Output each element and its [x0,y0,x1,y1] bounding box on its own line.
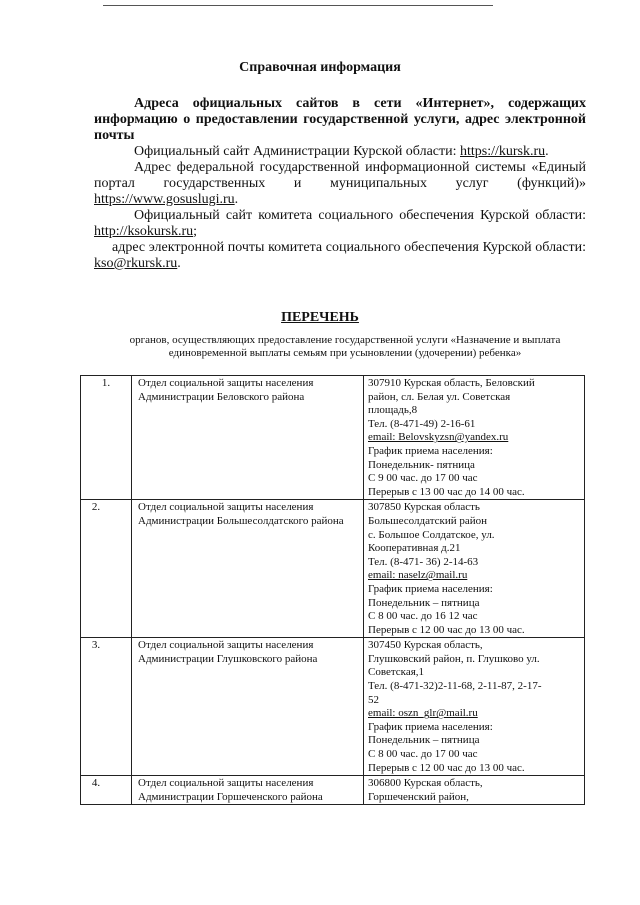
contact-line: С 9 00 час. до 17 00 час [368,472,478,485]
email-link[interactable]: email: Belovskyzsn@yandex.ru [368,431,509,444]
kursk-site-tail: . [545,144,549,159]
contact-line: Тел. (8-471- 36) 2-14-63 [368,555,479,568]
contact-line: Советская,1 [368,666,425,679]
portal-link[interactable]: https://www.gosuslugi.ru [94,192,235,207]
committee-email-label: адрес электронной почты комитета социального обеспечения Курской области: [112,240,586,255]
contact-line: Перерыв с 12 00 час до 13 00 час. [368,761,525,774]
contact-line: С 8 00 час. до 16 12 час [368,610,478,623]
list-subtitle: органов, осуществляющих предоставление государственной услуги «Назначение и выплата единовременной выплаты семьям при усыновлении (удочерении) ребенка» [129,334,561,359]
contact-line: Перерыв с 13 00 час до 14 00 час. [368,485,525,498]
contact-line: Горшеченский район, [368,790,469,803]
row-number-cell [81,776,132,805]
row-number-cell [81,638,132,776]
committee-site-link[interactable]: http://ksokursk.ru [94,224,194,239]
organization-name: Отдел социальной защиты населения Администрации Беловского района [132,376,364,500]
contact-line: 306800 Курская область, [368,777,483,790]
contact-line: График приема населения: [368,720,493,733]
email-link[interactable]: email: oszn_glr@mail.ru [368,707,478,720]
contact-line: Перерыв с 12 00 час до 13 00 час. [368,623,525,636]
portal-tail: . [234,192,239,207]
row-number: 3. [91,639,101,652]
committee-email-paragraph [94,240,586,272]
row-number-cell [81,500,132,638]
kursk-site-link[interactable]: https://kursk.ru [460,144,546,159]
contact-line: Понедельник – пятница [368,596,480,609]
contact-line: Понедельник- пятница [368,458,475,471]
committee-site-label: Официальный сайт комитета социального обеспечения Курской области: [134,208,586,223]
contact-line: площадь,8 [368,404,418,417]
table-row [81,776,585,805]
list-title: ПЕРЕЧЕНЬ [281,310,359,325]
row-number: 2. [91,501,101,514]
organization-name: Отдел социальной защиты населения Администрации Большесолдатского района [132,500,364,638]
portal-label: Адрес федеральной государственной информационной системы «Единый портал государственных и муниципальных услуг (функций)» [94,160,586,191]
committee-email-link[interactable]: kso@rkursk.ru [94,256,178,271]
contact-line: График приема населения: [368,444,493,457]
committee-site-paragraph [94,208,586,240]
contact-line: район, сл. Белая ул. Советская [368,390,511,403]
contact-line: 307850 Курская область [368,501,480,514]
organization-name: Отдел социальной защиты населения Администрации Горшеченского района [132,776,364,805]
row-number-cell [81,376,132,500]
contact-line: Кооперативная д.21 [368,542,461,555]
contact-line: 52 [368,693,379,706]
committee-email-tail: . [177,256,181,271]
top-rule [103,5,493,6]
contact-line: 307910 Курская область, Беловский [368,377,535,389]
contact-cell [364,500,585,638]
committee-site-tail: ; [193,224,198,239]
contact-line: Глушковский район, п. Глушково ул. [368,652,540,665]
contact-cell [364,638,585,776]
contact-cell [364,776,585,805]
kursk-site-paragraph [94,144,586,160]
organization-name: Отдел социальной защиты населения Администрации Глушковского района [132,638,364,776]
email-link[interactable]: email: naselz@mail.ru [368,569,468,582]
contact-line: с. Большое Солдатское, ул. [368,528,495,541]
contact-line: С 8 00 час. до 17 00 час [368,748,478,761]
table-row [81,376,585,500]
kursk-site-label: Официальный сайт Администрации Курской области: [134,144,460,159]
contact-line: График приема населения: [368,582,493,595]
contact-line: Тел. (8-471-32)2-11-68, 2-11-87, 2-17- [368,680,542,693]
contact-cell [364,376,585,500]
table-row [81,638,585,776]
row-number: 4. [91,777,101,790]
contact-line: Большесолдатский район [368,514,488,527]
table-row [81,500,585,638]
intro-heading: Адреса официальных сайтов в сети «Интернет», содержащих информацию о предоставлении государственной услуги, адрес электронной почты [94,96,586,143]
portal-paragraph [94,160,586,208]
row-number: 1. [101,377,111,389]
contact-line: Понедельник – пятница [368,734,480,747]
contact-line: Тел. (8-471-49) 2-16-61 [368,417,476,430]
page-title: Справочная информация [239,60,401,75]
intro-section [94,96,586,272]
offices-table [80,375,585,805]
contact-line: 307450 Курская область, [368,639,483,652]
